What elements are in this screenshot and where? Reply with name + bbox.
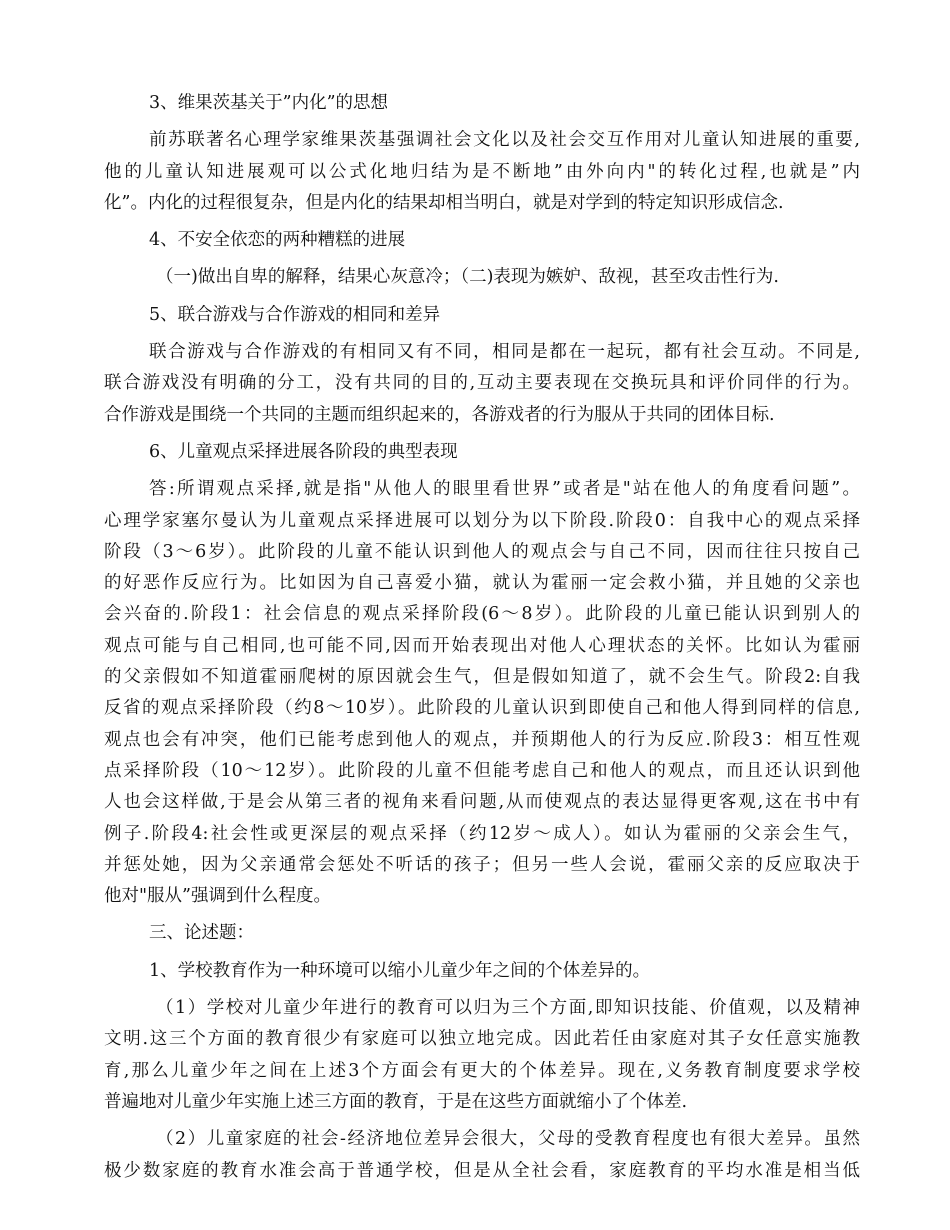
section-body-6 (104, 474, 860, 912)
paragraph-line: 的好恶作反应行为。比如因为自己喜爱小猫，就认为霍丽一定会救小猫，并且她的父亲也 (104, 573, 860, 594)
paragraph-line: 的父亲假如不知道霍丽爬树的原因就会生气，但是假如知道了，就不会生气。阶段2:自我 (104, 667, 860, 688)
paragraph-line: 点采择阶段（10～12岁）。此阶段的儿童不但能考虑自己和他人的观点，而且还认识到他 (104, 760, 860, 781)
paragraph-line: 文明.这三个方面的教育很少有家庭可以独立地完成。因此若任由家庭对其子女任意实施教 (104, 1029, 860, 1050)
paragraph-line: （2）儿童家庭的社会-经济地位差异会很大，父母的受教育程度也有很大差异。虽然 (156, 1129, 860, 1150)
paragraph-line: （1）学校对儿童少年进行的教育可以归为三个方面,即知识技能、价值观，以及精神 (156, 998, 860, 1019)
section-heading-3: 3、维果茨基关于”内化”的思想 (149, 93, 389, 113)
paragraph-line: 答:所谓观点采择,就是指"从他人的眼里看世界”或者是"站在他人的角度看问题”。 (149, 479, 860, 500)
paragraph-line: 观点也会有冲突，他们已能考虑到他人的观点，并预期他人的行为反应.阶段3：相互性观 (104, 729, 860, 750)
paragraph-line: 普遍地对儿童少年实施上述三方面的教育，于是在这些方面就缩小了个体差. (104, 1091, 688, 1112)
paragraph-line: 极少数家庭的教育水准会高于普通学校，但是从全社会看，家庭教育的平均水准是相当低 (104, 1160, 860, 1181)
paragraph-line: 化”。内化的过程很复杂，但是内化的结果却相当明白，就是对学到的特定知识形成信念. (104, 192, 784, 213)
paragraph-line: 他对"服从”强调到什么程度。 (104, 886, 331, 907)
paragraph-line: 例子.阶段4:社会性或更深层的观点采择（约12岁～成人）。如认为霍丽的父亲会生气， (104, 823, 860, 844)
section-heading-5: 5、联合游戏与合作游戏的相同和差异 (149, 304, 441, 325)
paragraph-line: 联合游戏没有明确的分工，没有共同的目的,互动主要表现在交换玩具和评价同伴的行为。 (104, 373, 860, 394)
paragraph-line: 前苏联著名心理学家维果茨基强调社会文化以及社会交互作用对儿童认知进展的重要, (149, 130, 860, 151)
section-body-4 (104, 262, 860, 293)
paragraph-line: 合作游戏是围绕一个共同的主题而组织起来的，各游戏者的行为服从于共同的团体目标. (104, 404, 775, 425)
section-heading-6: 6、儿童观点采择进展各阶段的典型表现 (149, 441, 458, 462)
essay-point-1 (104, 993, 860, 1118)
essay-heading: 三、论述题： (149, 923, 254, 944)
paragraph-line: 心理学家塞尔曼认为儿童观点采择进展可以划分为以下阶段.阶段0：自我中心的观点采择 (104, 510, 860, 531)
essay-point-2 (104, 1124, 860, 1187)
paragraph-line: 育,那么儿童少年之间在上述3个方面会有更大的个体差异。现在,义务教育制度要求学校 (104, 1060, 860, 1081)
section-heading-4: 4、不安全依恋的两种糟糕的进展 (149, 230, 406, 251)
paragraph-line: 联合游戏与合作游戏的有相同又有不同，相同是都在一起玩，都有社会互动。不同是, (149, 342, 860, 363)
paragraph-line: 人也会这样做,于是会从第三者的视角来看问题,从而使观点的表达显得更客观,这在书中有 (104, 792, 860, 813)
paragraph-line: （一)做出自卑的解释，结果心灰意冷；（二)表现为嫉妒、敌视，甚至攻击性行为. (156, 267, 779, 288)
section-body-3 (104, 125, 860, 219)
paragraph-line: 并惩处她，因为父亲通常会惩处不听话的孩子；但另一些人会说，霍丽父亲的反应取决于 (104, 854, 860, 875)
essay-question: 1、学校教育作为一种环境可以缩小儿童少年之间的个体差异的。 (149, 960, 651, 981)
paragraph-line: 会兴奋的.阶段1：社会信息的观点采择阶段(6～8岁）。此阶段的儿童已能认识到别人的 (104, 604, 860, 625)
document-page (104, 88, 860, 1187)
paragraph-line: 反省的观点采择阶段（约8～10岁）。此阶段的儿童认识到即使自己和他人得到同样的信息, (104, 698, 860, 719)
paragraph-line: 观点可能与自己相同,也可能不同,因而开始表现出对他人心理状态的关怀。比如认为霍丽 (104, 635, 860, 656)
section-body-5 (104, 337, 860, 431)
paragraph-line: 阶段（3～6岁）。此阶段的儿童不能认识到他人的观点会与自己不同，因而往往只按自己 (104, 541, 860, 562)
paragraph-line: 他的儿童认知进展观可以公式化地归结为是不断地”由外向内"的转化过程,也就是”内 (104, 161, 860, 182)
